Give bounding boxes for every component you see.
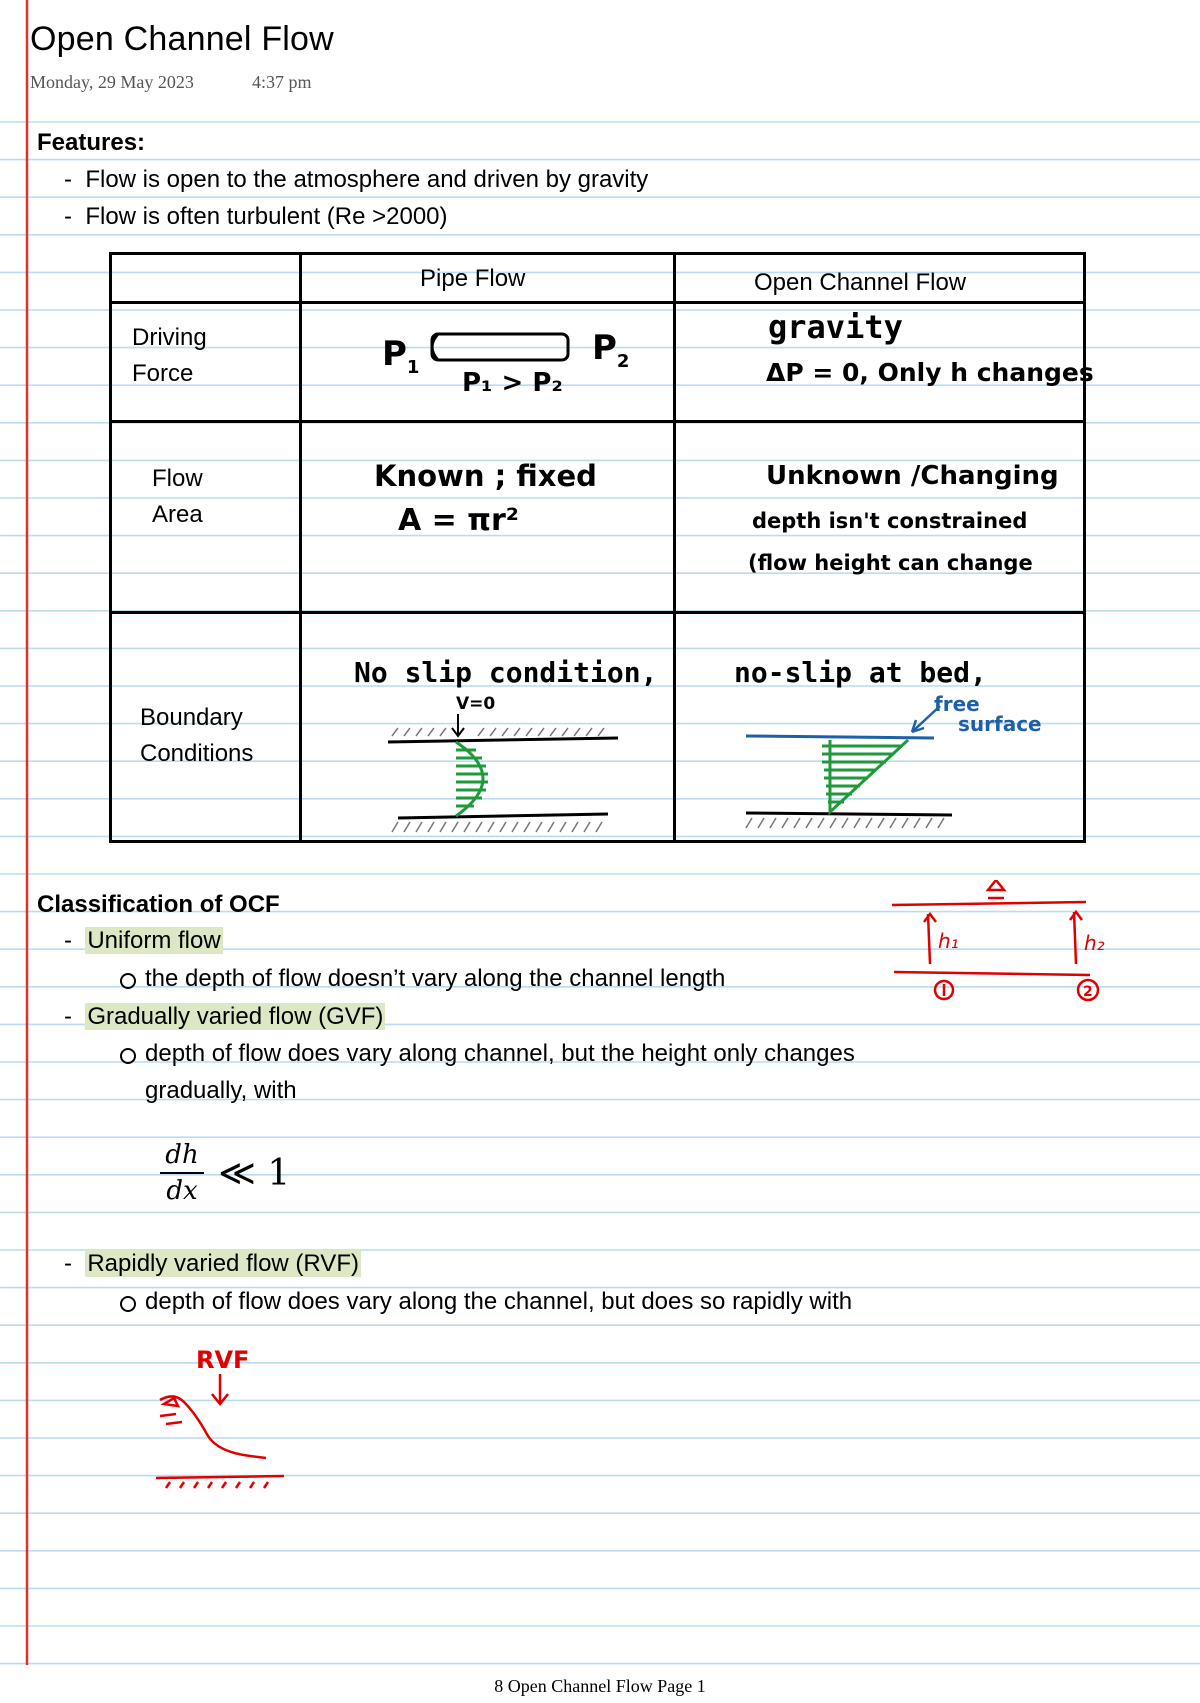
page-date: Monday, 29 May 2023 — [30, 72, 194, 92]
rvf-item: - Rapidly varied flow (RVF) — [64, 1250, 359, 1277]
gvf-desc-line1: depth of flow does vary along channel, but the height only changes — [145, 1040, 855, 1067]
label-force: Force — [132, 360, 194, 387]
open-area-unknown: Unknown /Changing — [766, 461, 1059, 491]
classification-heading: Classification of OCF — [37, 891, 280, 918]
gvf-label: Gradually varied flow (GVF) — [87, 1003, 384, 1030]
pipe-no-slip-note: No slip condition, — [354, 656, 658, 689]
label-area: Area — [152, 501, 203, 528]
comparison-table — [109, 252, 1094, 843]
equation-numerator: dh — [165, 1140, 199, 1170]
open-channel-profile-sketch — [676, 614, 1086, 843]
open-area-depth: depth isn't constrained — [752, 509, 1028, 533]
page-title: Open Channel Flow — [30, 20, 334, 58]
bullet-circle — [120, 1296, 136, 1312]
open-area-height: (flow height can change — [748, 551, 1033, 575]
rvf-sketch — [150, 1340, 300, 1500]
uniform-flow-desc: the depth of flow doesn’t vary along the channel length — [145, 965, 726, 992]
bullet-circle — [120, 973, 136, 989]
uniform-flow-item: - Uniform flow — [64, 927, 221, 954]
features-item-1: - Flow is open to the atmosphere and driven by gravity — [64, 166, 649, 193]
gvf-desc-line2: gradually, with — [145, 1077, 297, 1104]
h2-label: h₂ — [1084, 931, 1105, 955]
label-flow: Flow — [152, 465, 203, 492]
open-pressure-note: ΔP = 0, Only h changes — [766, 358, 1094, 387]
row-label-driving-force — [111, 303, 301, 422]
pipe-pressure-relation: P₁ > P₂ — [462, 368, 563, 398]
section-2-label: 2 — [1083, 984, 1093, 1000]
table-header-pipe — [301, 254, 675, 303]
page-footer: 8 Open Channel Flow Page 1 — [494, 1676, 706, 1696]
h1-label: h₁ — [938, 929, 959, 953]
uniform-flow-label: Uniform flow — [87, 927, 221, 954]
page-time: 4:37 pm — [252, 72, 312, 92]
open-no-slip-note: no-slip at bed, — [734, 656, 987, 689]
label-driving: Driving — [132, 324, 207, 351]
row-label-flow-area — [111, 422, 301, 613]
surface-label: surface — [958, 712, 1042, 736]
pipe-flow-area-cell — [301, 422, 675, 613]
equation-relation: ≪ 1 — [218, 1152, 291, 1194]
label-conditions: Conditions — [140, 740, 254, 767]
table-header-empty — [111, 254, 301, 303]
header-pipe-flow: Pipe Flow — [420, 265, 526, 292]
features-item-2-text: Flow is often turbulent (Re >2000) — [85, 203, 448, 230]
pipe-area-formula: A = πr² — [398, 503, 519, 538]
pipe-p2-label: $P_2$ — [592, 328, 630, 372]
gvf-equation — [160, 1140, 290, 1206]
pipe-p1-label: $P_1$ — [382, 334, 420, 378]
row-label-boundary-conditions — [111, 613, 301, 842]
table-header-open — [675, 254, 1085, 303]
open-driving-force-cell — [675, 303, 1094, 422]
rvf-label: Rapidly varied flow (RVF) — [87, 1250, 359, 1277]
open-gravity-note: gravity — [768, 308, 903, 346]
pipe-driving-force-cell — [301, 303, 675, 422]
header-open-channel-flow: Open Channel Flow — [754, 269, 967, 296]
features-item-2: - Flow is often turbulent (Re >2000) — [64, 203, 448, 230]
pipe-boundary-cell — [301, 613, 675, 842]
uniform-flow-sketch — [880, 880, 1140, 1010]
label-boundary: Boundary — [140, 704, 243, 731]
pipe-area-known: Known ; fixed — [374, 459, 597, 493]
pipe-velocity-profile-sketch — [302, 614, 676, 843]
features-heading: Features: — [37, 129, 146, 156]
open-boundary-cell — [675, 613, 1085, 842]
pipe-velocity-label: V=0 — [456, 694, 496, 714]
features-item-1-text: Flow is open to the atmosphere and driven by gravity — [85, 166, 649, 193]
rvf-desc: depth of flow does vary along the channel, but does so rapidly with — [145, 1288, 853, 1315]
free-label: free — [934, 692, 980, 716]
rvf-sketch-label: RVF — [196, 1346, 250, 1374]
bullet-circle — [120, 1048, 136, 1064]
gvf-item: - Gradually varied flow (GVF) — [64, 1003, 384, 1030]
open-flow-area-cell — [675, 422, 1085, 613]
equation-denominator: dx — [166, 1176, 198, 1206]
